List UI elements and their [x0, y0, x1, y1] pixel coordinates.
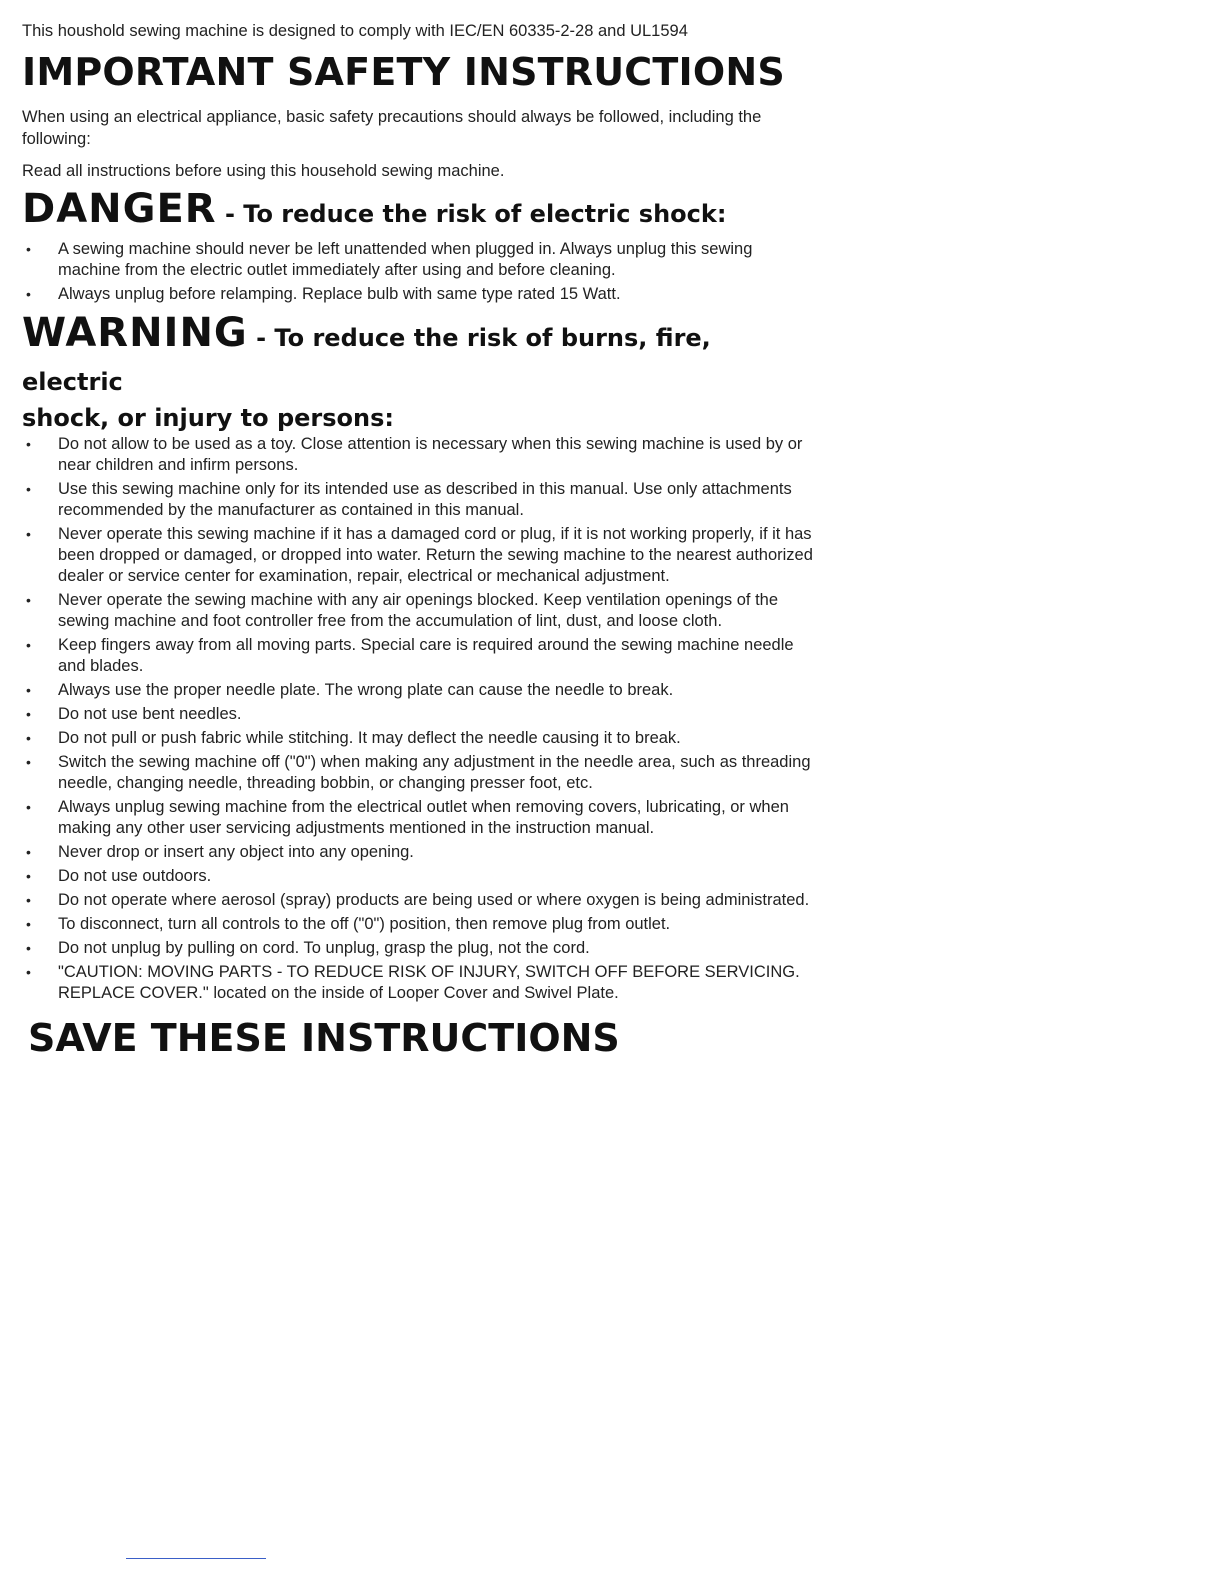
- list-item: [22, 284, 818, 305]
- footer-divider: [126, 1558, 266, 1559]
- bullet-icon: •: [26, 526, 31, 542]
- list-item-text: Never operate this sewing machine if it has a damaged cord or plug, if it is not working properly, if it has been dropped or damaged, or dropped into water. Return the sewing machine to the nearest authorized dealer or service center for examination, repair, electrical or mechanical adjustment.: [58, 525, 813, 585]
- list-item-text: Never operate the sewing machine with any air openings blocked. Keep ventilation openings of the sewing machine and foot controller free from the accumulation of lint, dust, and loose cloth.: [58, 591, 779, 630]
- list-item: [22, 524, 818, 587]
- bullet-icon: •: [26, 754, 31, 770]
- list-item: [22, 635, 818, 677]
- list-item: [22, 938, 818, 959]
- read-all-notice: Read all instructions before using this household sewing machine.: [22, 162, 505, 180]
- list-item: [22, 239, 818, 281]
- bullet-icon: •: [26, 286, 31, 302]
- document-page: [22, 20, 812, 1062]
- list-item-text: Do not operate where aerosol (spray) products are being used or where oxygen is being administrated.: [58, 891, 810, 909]
- warning-keyword: WARNING: [22, 310, 248, 356]
- bullet-icon: •: [26, 940, 31, 956]
- warning-list: [22, 434, 812, 1004]
- list-item-text: Use this sewing machine only for its intended use as described in this manual. Use only attachments recommended by the manufacturer as contained in this manual.: [58, 480, 792, 519]
- bullet-icon: •: [26, 637, 31, 653]
- list-item: [22, 728, 818, 749]
- warning-subtitle: - To reduce the risk of burns, fire, electric: [22, 324, 711, 396]
- bullet-icon: •: [26, 730, 31, 746]
- bullet-icon: •: [26, 241, 31, 257]
- list-item-text: Keep fingers away from all moving parts. Special care is required around the sewing machine needle and blades.: [58, 636, 794, 675]
- danger-subtitle: - To reduce the risk of electric shock:: [216, 200, 727, 228]
- bullet-icon: •: [26, 916, 31, 932]
- list-item: [22, 890, 818, 911]
- list-item-text: Do not use outdoors.: [58, 867, 212, 885]
- bullet-icon: •: [26, 481, 31, 497]
- list-item: [22, 752, 818, 794]
- bullet-icon: •: [26, 592, 31, 608]
- list-item: [22, 914, 818, 935]
- bullet-icon: •: [26, 868, 31, 884]
- list-item: [22, 434, 818, 476]
- bullet-icon: •: [26, 844, 31, 860]
- bullet-icon: •: [26, 892, 31, 908]
- page-title: IMPORTANT SAFETY INSTRUCTIONS: [22, 50, 785, 94]
- intro-paragraph: When using an electrical appliance, basic safety precautions should always be followed, including the following:: [22, 108, 762, 148]
- list-item-text: Always unplug sewing machine from the electrical outlet when removing covers, lubricating, or when making any other user servicing adjustments mentioned in the instruction manual.: [58, 798, 789, 837]
- warning-subtitle-continued: shock, or injury to persons:: [22, 404, 395, 432]
- list-item-text: Switch the sewing machine off ("0") when making any adjustment in the needle area, such as threading needle, changing needle, threading bobbin, or changing presser foot, etc.: [58, 753, 811, 792]
- list-item-text: Do not unplug by pulling on cord. To unplug, grasp the plug, not the cord.: [58, 939, 590, 957]
- list-item-text: Do not allow to be used as a toy. Close attention is necessary when this sewing machine is used by or near children and infirm persons.: [58, 435, 803, 474]
- list-item: [22, 797, 818, 839]
- list-item: [22, 680, 818, 701]
- danger-list: [22, 239, 812, 305]
- list-item-text: "CAUTION: MOVING PARTS - TO REDUCE RISK OF INJURY, SWITCH OFF BEFORE SERVICING. REPLACE COVER." located on the inside of Looper Cover and Swivel Plate.: [58, 963, 800, 1002]
- bullet-icon: •: [26, 682, 31, 698]
- list-item: [22, 479, 818, 521]
- bullet-icon: •: [26, 799, 31, 815]
- list-item: [22, 866, 818, 887]
- list-item-text: To disconnect, turn all controls to the off ("0") position, then remove plug from outlet.: [58, 915, 671, 933]
- bullet-icon: •: [26, 964, 31, 980]
- list-item: [22, 962, 818, 1004]
- list-item: [22, 842, 818, 863]
- bullet-icon: •: [26, 436, 31, 452]
- danger-keyword: DANGER: [22, 186, 217, 232]
- danger-heading: [22, 186, 812, 237]
- list-item: [22, 704, 818, 725]
- list-item-text: Always unplug before relamping. Replace bulb with same type rated 15 Watt.: [58, 285, 621, 303]
- compliance-statement: This houshold sewing machine is designed to comply with IEC/EN 60335-2-28 and UL1594: [22, 22, 688, 40]
- list-item-text: Never drop or insert any object into any opening.: [58, 843, 414, 861]
- list-item-text: Do not use bent needles.: [58, 705, 242, 723]
- list-item-text: Do not pull or push fabric while stitching. It may deflect the needle causing it to break.: [58, 729, 681, 747]
- list-item-text: A sewing machine should never be left unattended when plugged in. Always unplug this sewing machine from the electric outlet immediately after using and before cleaning.: [58, 240, 753, 279]
- list-item-text: Always use the proper needle plate. The wrong plate can cause the needle to break.: [58, 681, 674, 699]
- warning-heading: [22, 311, 812, 404]
- list-item: [22, 590, 818, 632]
- save-instructions-title: SAVE THESE INSTRUCTIONS: [28, 1016, 620, 1060]
- bullet-icon: •: [26, 706, 31, 722]
